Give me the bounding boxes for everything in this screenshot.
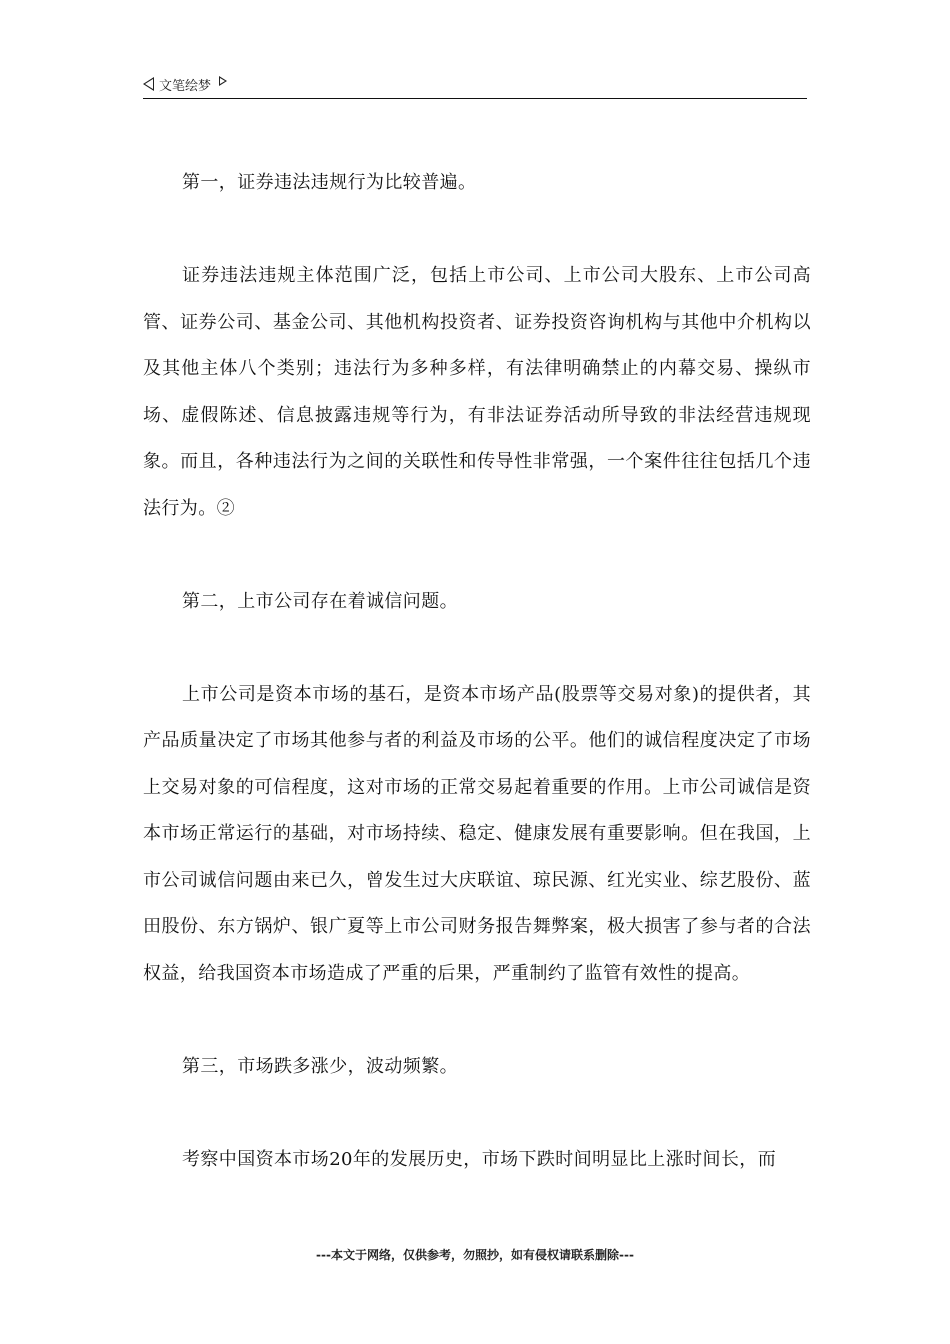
section-heading-2: 第二，上市公司存在着诚信问题。	[182, 590, 458, 612]
document-body	[143, 160, 811, 1183]
header-brand: 文笔绘梦	[159, 78, 212, 94]
paragraph-gap	[143, 532, 811, 579]
page-header	[143, 70, 807, 99]
paragraph-3: 考察中国资本市场20年的发展历史，市场下跌时间明显比上涨时间长，而	[182, 1148, 777, 1170]
triangle-right-icon	[219, 76, 227, 86]
paragraph-2: 上市公司是资本市场的基石，是资本市场产品(股票等交易对象)的提供者，其产品质量决定了市场其他参与者的利益及市场的公平。他们的诚信程度决定了市场上交易对象的可信程度，这对市场的正常交易起着重要的作用。上市公司诚信是资本市场正常运行的基础，对市场持续、稳定、健康发展有重要影响。但在我国，上市公司诚信问题由来已久，曾发生过大庆联谊、琼民源、红光实业、综艺股份、蓝田股份、东方锅炉、银广夏等上市公司财务报告舞弊案，极大损害了参与者的合法权益，给我国资本市场造成了严重的后果，严重制约了监管有效性的提高。	[143, 683, 811, 984]
section-heading-3: 第三，市场跌多涨少，波动频繁。	[182, 1055, 458, 1077]
paragraph-1: 证券违法违规主体范围广泛，包括上市公司、上市公司大股东、上市公司高管、证券公司、基金公司、其他机构投资者、证券投资咨询机构与其他中介机构以及其他主体八个类别；违法行为多种多样，有法律明确禁止的内幕交易、操纵市场、虚假陈述、信息披露违规等行为，有非法证券活动所导致的非法经营违规现象。而且，各种违法行为之间的关联性和传导性非常强，一个案件往往包括几个违法行为。②	[143, 265, 811, 519]
triangle-left-icon	[143, 77, 154, 91]
paragraph-gap	[143, 625, 811, 672]
paragraph-gap	[143, 997, 811, 1044]
footer-notice: ---本文于网络，仅供参考，勿照抄，如有侵权请联系删除---	[316, 1248, 634, 1262]
paragraph-gap	[143, 1090, 811, 1137]
section-heading-1: 第一，证券违法违规行为比较普遍。	[182, 172, 477, 193]
paragraph-gap	[143, 207, 811, 254]
